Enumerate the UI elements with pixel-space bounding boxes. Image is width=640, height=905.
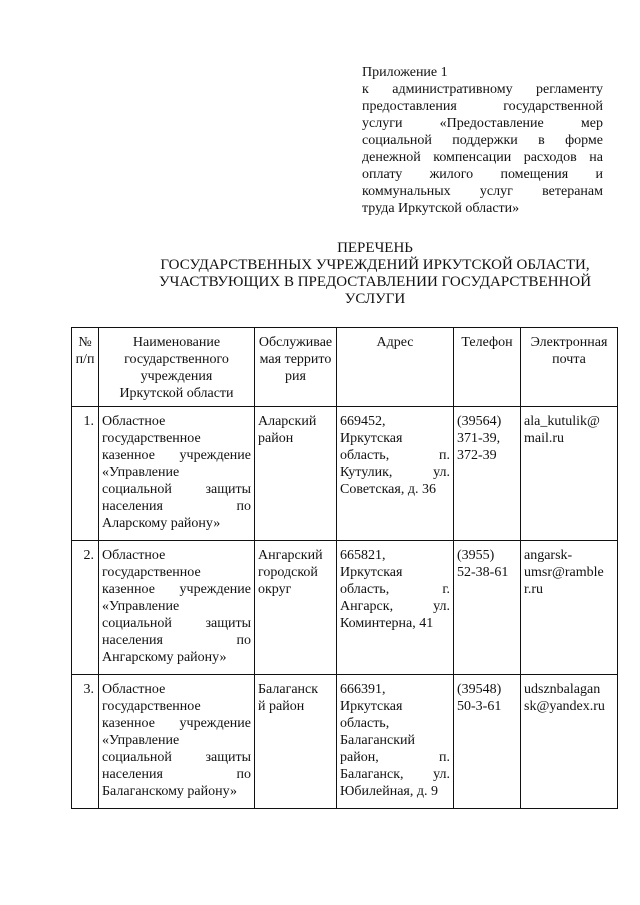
appendix-line: денежной компенсации расходов на: [362, 150, 603, 165]
address-line: 665821,: [340, 548, 386, 563]
name-line: Областное: [102, 682, 166, 697]
name-line: населения по: [102, 767, 251, 782]
title-line: ПЕРЕЧЕНЬ: [337, 240, 413, 256]
document-title: [140, 240, 610, 308]
address: [337, 407, 454, 541]
name-line: «Управление: [102, 599, 180, 614]
address-line: 666391,: [340, 682, 386, 697]
territory: Аларский район: [255, 407, 337, 541]
appendix-line: труда Иркутской области»: [362, 201, 520, 216]
email: ala_kutulik@ mail.ru: [521, 407, 618, 541]
name-line: Областное: [102, 548, 166, 563]
appendix-line: услуги «Предоставление мер: [362, 116, 603, 131]
phone: (3955) 52-38-61: [454, 541, 521, 675]
phone: (39564) 371-39, 372-39: [454, 407, 521, 541]
appendix-caption: [362, 64, 603, 217]
territory: Ангарский городской округ: [255, 541, 337, 675]
name-line: Балаганскому району»: [102, 784, 237, 799]
appendix-line: предоставления государственной: [362, 99, 603, 114]
address-line: Советская, д. 36: [340, 482, 436, 497]
name-line: «Управление: [102, 733, 180, 748]
name-line: социальной защиты: [102, 750, 251, 765]
name-line: казенное учреждение: [102, 448, 251, 463]
address-line: Балаганск, ул.: [340, 767, 450, 782]
institution-name: [99, 407, 255, 541]
row-number: 1.: [72, 407, 99, 541]
name-line: казенное учреждение: [102, 582, 251, 597]
table-row: [72, 675, 618, 809]
institutions-table: [71, 327, 618, 809]
phone: (39548) 50-3-61: [454, 675, 521, 809]
title-line: ГОСУДАРСТВЕННЫХ УЧРЕЖДЕНИЙ ИРКУТСКОЙ ОБЛАСТИ,: [160, 257, 590, 273]
institution-name: [99, 541, 255, 675]
address-line: область,: [340, 716, 390, 731]
title-line: УСЛУГИ: [344, 291, 406, 307]
address-line: район, п.: [340, 750, 450, 765]
row-number: 3.: [72, 675, 99, 809]
name-line: Ангарскому району»: [102, 650, 227, 665]
row-number: 2.: [72, 541, 99, 675]
address-line: Юбилейная, д. 9: [340, 784, 438, 799]
title-line: УЧАСТВУЮЩИХ В ПРЕДОСТАВЛЕНИИ ГОСУДАРСТВЕННОЙ: [158, 274, 592, 290]
appendix-line: к административному регламенту: [362, 82, 603, 97]
email: angarsk- umsr@ramble r.ru: [521, 541, 618, 675]
address-line: 669452,: [340, 414, 386, 429]
address-line: Кутулик, ул.: [340, 465, 450, 480]
address-line: Балаганский: [340, 733, 416, 748]
name-line: социальной защиты: [102, 616, 251, 631]
header-phone: Телефон: [454, 328, 521, 407]
appendix-line: социальной поддержки в форме: [362, 133, 603, 148]
header-territory: Обслуживае мая террито рия: [255, 328, 337, 407]
name-line: населения по: [102, 633, 251, 648]
name-line: Областное: [102, 414, 166, 429]
address-line: Иркутская: [340, 699, 403, 714]
email: udsznbalagan sk@yandex.ru: [521, 675, 618, 809]
address-line: Иркутская: [340, 565, 403, 580]
address: [337, 675, 454, 809]
address-line: область, г.: [340, 582, 450, 597]
appendix-line: коммунальных услуг ветеранам: [362, 184, 603, 199]
name-line: государственное: [102, 431, 201, 446]
address-line: Коминтерна, 41: [340, 616, 434, 631]
name-line: населения по: [102, 499, 251, 514]
appendix-line: оплату жилого помещения и: [362, 167, 603, 182]
header-address: Адрес: [337, 328, 454, 407]
territory: Балаганск й район: [255, 675, 337, 809]
header-name: Наименование государственного учреждения Иркутской области: [99, 328, 255, 407]
address-line: область, п.: [340, 448, 450, 463]
appendix-line: Приложение 1: [362, 65, 448, 80]
address-line: Ангарск, ул.: [340, 599, 450, 614]
name-line: Аларскому району»: [102, 516, 221, 531]
header-num: № п/п: [72, 328, 99, 407]
name-line: «Управление: [102, 465, 180, 480]
table-row: [72, 407, 618, 541]
institution-name: [99, 675, 255, 809]
name-line: казенное учреждение: [102, 716, 251, 731]
header-email: Электронная почта: [521, 328, 618, 407]
address: [337, 541, 454, 675]
name-line: государственное: [102, 565, 201, 580]
address-line: Иркутская: [340, 431, 403, 446]
table-row: [72, 541, 618, 675]
name-line: государственное: [102, 699, 201, 714]
name-line: социальной защиты: [102, 482, 251, 497]
table-header-row: [72, 328, 618, 407]
